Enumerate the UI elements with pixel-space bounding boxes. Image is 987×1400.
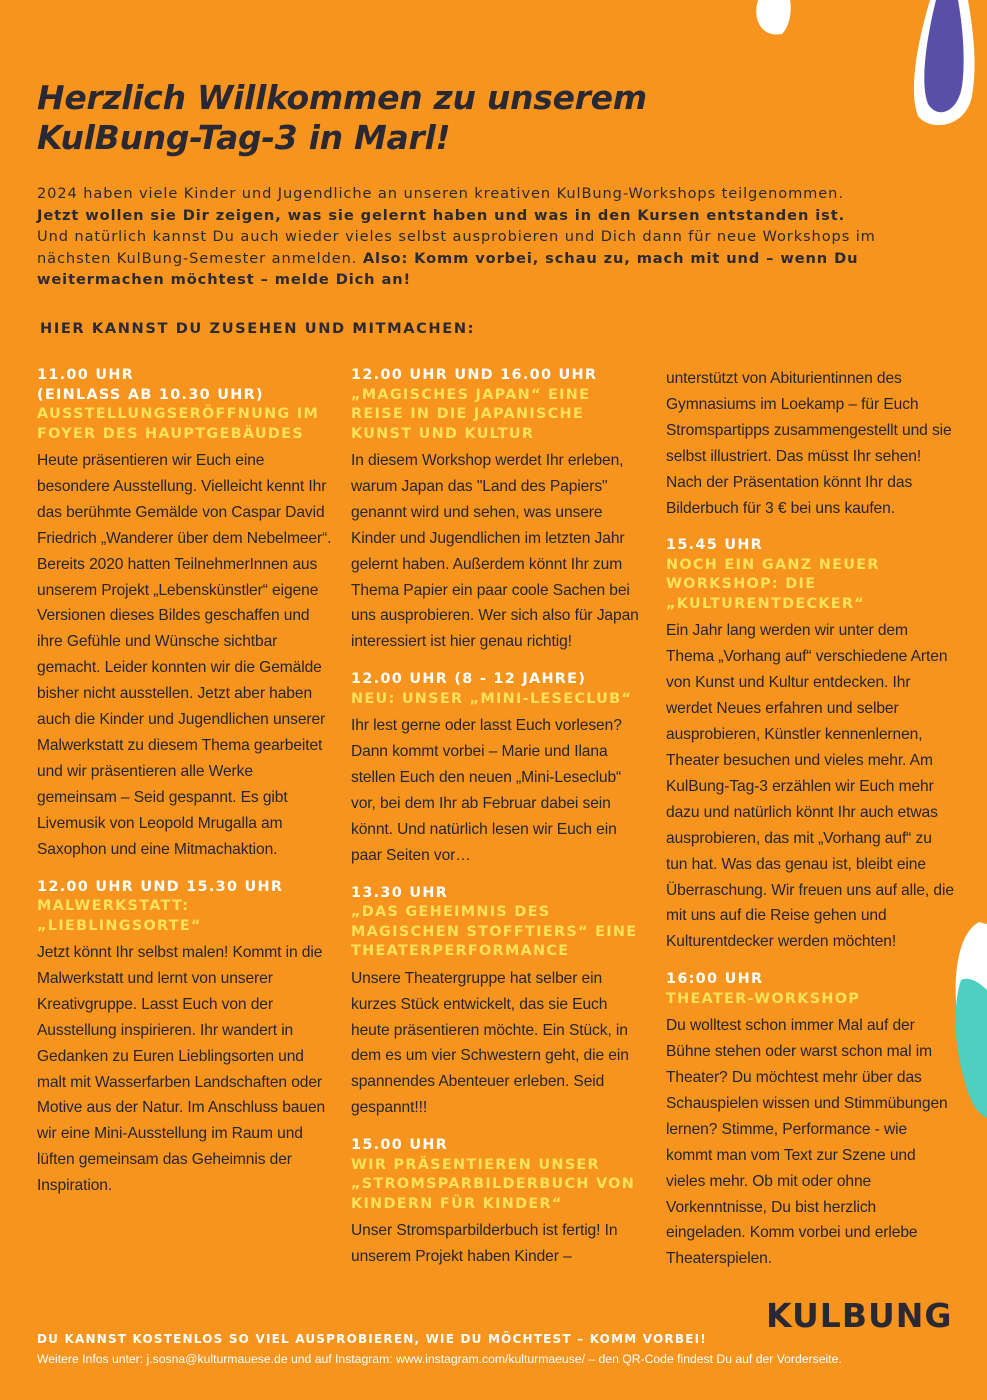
event-time: 11.00 UHR (EINLASS AB 10.30 UHR): [37, 367, 264, 403]
event-exhibition-opening: [37, 366, 332, 863]
event-title: WIR PRÄSENTIEREN UNSER „STROMSPARBILDERBUCH VON KINDERN FÜR KINDER“: [351, 1156, 636, 1212]
event-title: „DAS GEHEIMNIS DES MAGISCHEN STOFFTIERS“ EINE THEATERPERFORMANCE: [351, 904, 638, 960]
intro-paragraph-3: [37, 226, 937, 291]
event-title: „MAGISCHES JAPAN“ EINE REISE IN DIE JAPANISCHE KUNST UND KULTUR: [351, 386, 591, 442]
kulbung-logo: KULBUNG: [766, 1296, 953, 1335]
event-time: 15.00 UHR: [351, 1137, 449, 1154]
event-picture-book: [351, 1136, 646, 1270]
event-reading-club: [351, 670, 646, 868]
event-title: MALWERKSTATT: „LIEBLINGSORTE“: [37, 898, 202, 934]
event-title: NEU: UNSER „MINI-LESECLUB“: [351, 690, 633, 707]
event-time: 12.00 UHR (8 - 12 JAHRE): [351, 671, 587, 688]
event-time: 12.00 UHR UND 15.30 UHR: [37, 878, 284, 895]
event-text: Unsere Theatergruppe hat selber ein kurzes Stück entwickelt, das sie Euch heute präsentieren möchte. Ein Stück, in dem es um vier Schwestern geht, die ein spannendes Abenteuer erleben. Seid gespannt!!!: [351, 969, 629, 1117]
event-painting-workshop: [37, 878, 332, 1200]
intro-text: [37, 183, 937, 291]
title-line-1: Herzlich Willkommen zu unserem: [37, 78, 647, 117]
event-culture-explorers: [666, 536, 956, 955]
event-title: THEATER-WORKSHOP: [666, 990, 861, 1007]
page-title: [37, 78, 797, 158]
event-text: Heute präsentieren wir Euch eine besondere Ausstellung. Vielleicht kennt Ihr das berühmte Gemälde von Caspar David Friedrich „Wanderer über dem Nebelmeer“. Bereits 2020 hatten TeilnehmerInnen aus unserem Projekt „Lebenskünstler“ eigene Versionen dieses Bildes geschaffen und ihre Gefühle und Wünsche sichtbar gemacht. Leider konnten wir die Gemälde bisher nicht ausstellen. Jetzt aber haben auch die Kinder und Jugendlichen unserer Malwerkstatt zu diesem Thema gearbeitet und wir präsentieren alle Werke gemeinsam – Seid gespannt. Es gibt Livemusik von Leopold Mrugalla am Saxophon und eine Mitmachaktion.: [37, 452, 332, 858]
footer-info: Weitere Infos unter: j.sosna@kulturmauese.de und auf Instagram: www.instagram.com/kulturmaeuse/ – den QR-Code findest Du auf der Vorderseite.: [37, 1352, 842, 1366]
event-text: Ihr lest gerne oder lasst Euch vorlesen? Dann kommt vorbei – Marie und Ilana stellen Euch den neuen „Mini-Leseclub“ vor, bei dem Ihr ab Februar dabei sein könnt. Und natürlich lesen wir Euch ein paar Seiten vor…: [351, 717, 622, 864]
schedule-column-2: [351, 366, 646, 1285]
intro-paragraph-2: Jetzt wollen sie Dir zeigen, was sie gelernt haben und was in den Kursen entstanden ist.: [37, 206, 846, 224]
event-magic-japan: [351, 366, 646, 655]
event-text-continued: unterstützt von Abiturientinnen des Gymnasiums im Loekamp – für Euch Stromspartipps zusammengestellt und sie selbst illustriert. Das müsst Ihr sehen! Nach der Präsentation könnt Ihr das Bilderbuch für 3 € bei uns kaufen.: [666, 370, 952, 517]
schedule-column-3: [666, 366, 956, 1287]
event-title: AUSSTELLUNGSERÖFFNUNG IM FOYER DES HAUPTGEBÄUDES: [37, 406, 320, 442]
event-theater-performance: [351, 884, 646, 1121]
event-theater-workshop: [666, 970, 956, 1272]
schedule-column-1: [37, 366, 332, 1214]
intro-paragraph-1: 2024 haben viele Kinder und Jugendliche an unseren kreativen KulBung-Workshops teilgenommen.: [37, 185, 844, 202]
event-text: Jetzt könnt Ihr selbst malen! Kommt in die Malwerkstatt und lernt von unserer Kreativgruppe. Lasst Euch von der Ausstellung inspirieren. Ihr wandert in Gedanken zu Euren Lieblingsorten und malt mit Wasserfarben Landschaften oder Motive aus der Natur. Im Anschluss bauen wir eine Mini-Ausstellung im Raum und lüften gemeinsam das Geheimnis der Inspiration.: [37, 944, 326, 1195]
event-picture-book-continued: [666, 366, 956, 521]
event-text: Ein Jahr lang werden wir unter dem Thema „Vorhang auf“ verschiedene Arten von Kunst und Kultur entdecken. Ihr werdet Neues erfahren und selber ausprobieren, Künstler kennenlernen, Theater besuchen und vieles mehr. Am KulBung-Tag-3 erzählen wir Euch mehr dazu und natürlich könnt Ihr auch etwas ausprobieren, das mit „Vorhang auf“ zu tun hat. Was das genau ist, bleibt eine Überraschung. Wir freuen uns auf alle, die mit uns auf die Reise gehen und Kulturentdecker werden möchten!: [666, 622, 954, 951]
event-time: 15.45 UHR: [666, 537, 764, 554]
event-text: Du wolltest schon immer Mal auf der Bühne stehen oder warst schon mal im Theater? Du möchtest mehr über das Schauspielen wissen und Stimmübungen lernen? Stimme, Performance - wie kommt man vom Text zur Szene und vieles mehr. Ob mit oder ohne Vorkenntnisse, Du bist herzlich eingeladen. Komm vorbei und erlebe Theaterspielen.: [666, 1017, 948, 1268]
title-line-2: KulBung-Tag-3 in Marl!: [37, 118, 451, 157]
event-time: 12.00 UHR UND 16.00 UHR: [351, 367, 598, 383]
event-title: NOCH EIN GANZ NEUER WORKSHOP: DIE „KULTURENTDECKER“: [666, 556, 880, 612]
event-time: 16:00 UHR: [666, 971, 764, 988]
footer-call-to-action: DU KANNST KOSTENLOS SO VIEL AUSPROBIEREN, WIE DU MÖCHTEST – KOMM VORBEI!: [37, 1332, 707, 1346]
section-heading: HIER KANNST DU ZUSEHEN UND MITMACHEN:: [40, 320, 476, 337]
intro-paragraph-3-bold: Also: Komm vorbei, schau zu, mach mit und – wenn Du weitermachen möchtest – melde Dich an!: [37, 249, 859, 288]
event-text: In diesem Workshop werdet Ihr erleben, warum Japan das "Land des Papiers" genannt wird und sehen, was unsere Kinder und Jugendlichen im letzten Jahr gelernt haben. Außerdem könnt Ihr zum Thema Papier ein paar coole Sachen bei uns ausprobieren. Wer sich also für Japan interessiert ist hier genau richtig!: [351, 452, 639, 651]
event-text: Unser Stromsparbilderbuch ist fertig! In unserem Projekt haben Kinder –: [351, 1222, 618, 1266]
intro-paragraph-3-text: Und natürlich kannst Du auch wieder vieles selbst ausprobieren und Dich dann für neue Workshops im nächsten KulBung-Semester anmelden.: [37, 228, 876, 267]
event-time: 13.30 UHR: [351, 884, 449, 901]
